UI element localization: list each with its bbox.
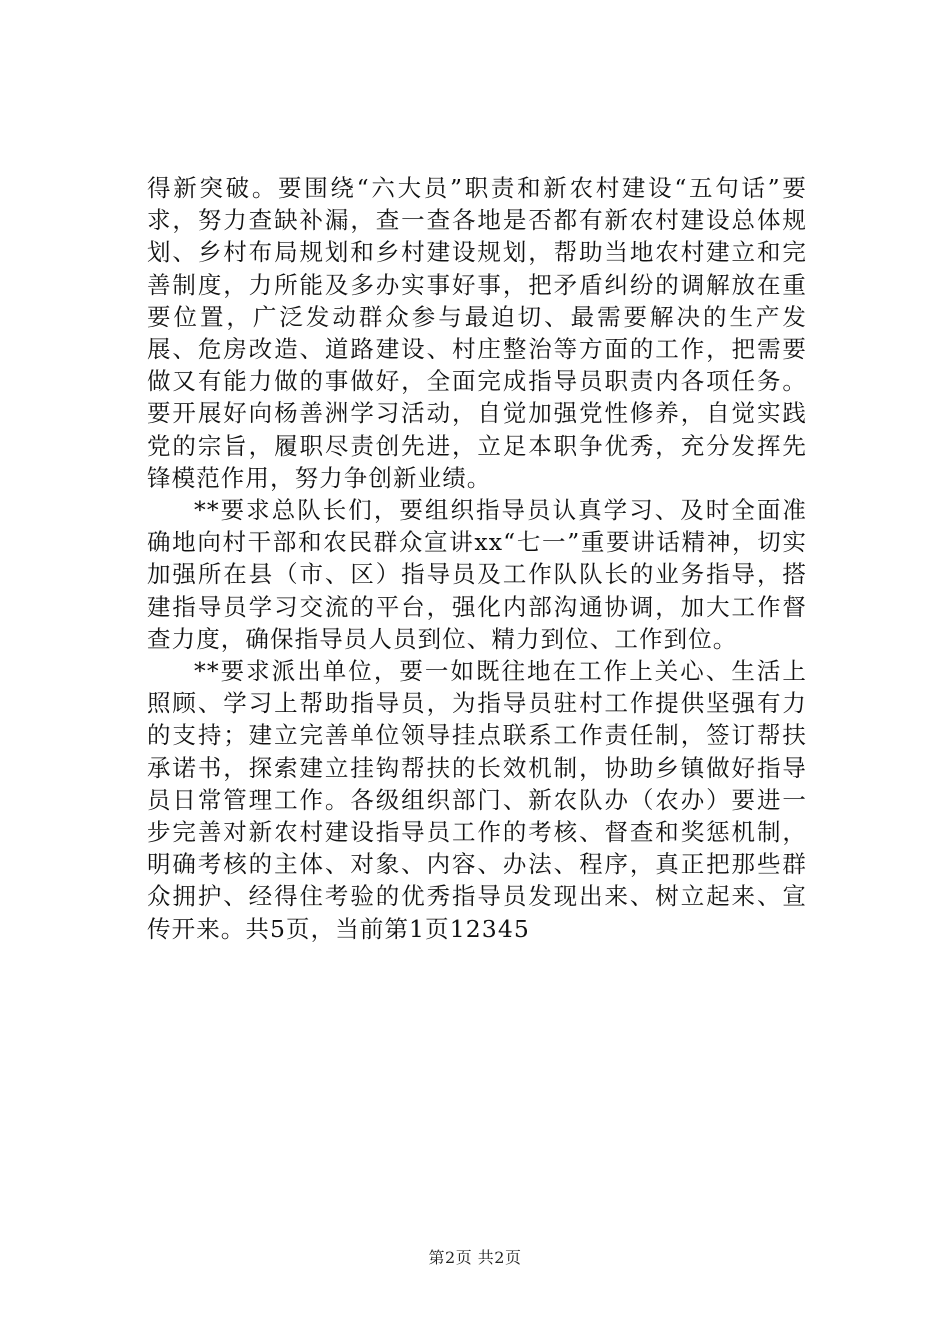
paragraph-3: **要求派出单位，要一如既往地在工作上关心、生活上照顾、学习上帮助指导员，为指导员驻村工作提供坚强有力的支持；建立完善单位领导挂点联系工作责任制，签订帮扶承诺书，探索建立挂钩帮扶的长效机制，协助乡镇做好指导员日常管理工作。各级组织部门、新农队办（农办）要进一步完善对新农村建设指导员工作的考核、督查和奖惩机制，明确考核的主体、对象、内容、办法、程序，真正把那些群众拥护、经得住考验的优秀指导员发现出来、树立起来、宣传开来。共5页，当前第1页12345 xyxy=(147,657,807,943)
page-footer: 第2页 共2页 xyxy=(428,1248,522,1267)
document-body xyxy=(147,172,807,945)
paragraph-2: **要求总队长们，要组织指导员认真学习、及时全面准确地向村干部和农民群众宣讲xx“七一”重要讲话精神，切实加强所在县（市、区）指导员及工作队队长的业务指导，搭建指导员学习交流的平台，强化内部沟通协调，加大工作督查力度，确保指导员人员到位、精力到位、工作到位。 xyxy=(147,496,807,653)
paragraph-1: 得新突破。要围绕“六大员”职责和新农村建设“五句话”要求，努力查缺补漏，查一查各地是否都有新农村建设总体规划、乡村布局规划和乡村建设规划，帮助当地农村建立和完善制度，力所能及多办实事好事，把矛盾纠纷的调解放在重要位置，广泛发动群众参与最迫切、最需要解决的生产发展、危房改造、道路建设、村庄整治等方面的工作，把需要做又有能力做的事做好，全面完成指导员职责内各项任务。要开展好向杨善洲学习活动，自觉加强党性修养，自觉实践党的宗旨，履职尽责创先进，立足本职争优秀，充分发挥先锋模范作用，努力争创新业绩。 xyxy=(147,174,807,492)
